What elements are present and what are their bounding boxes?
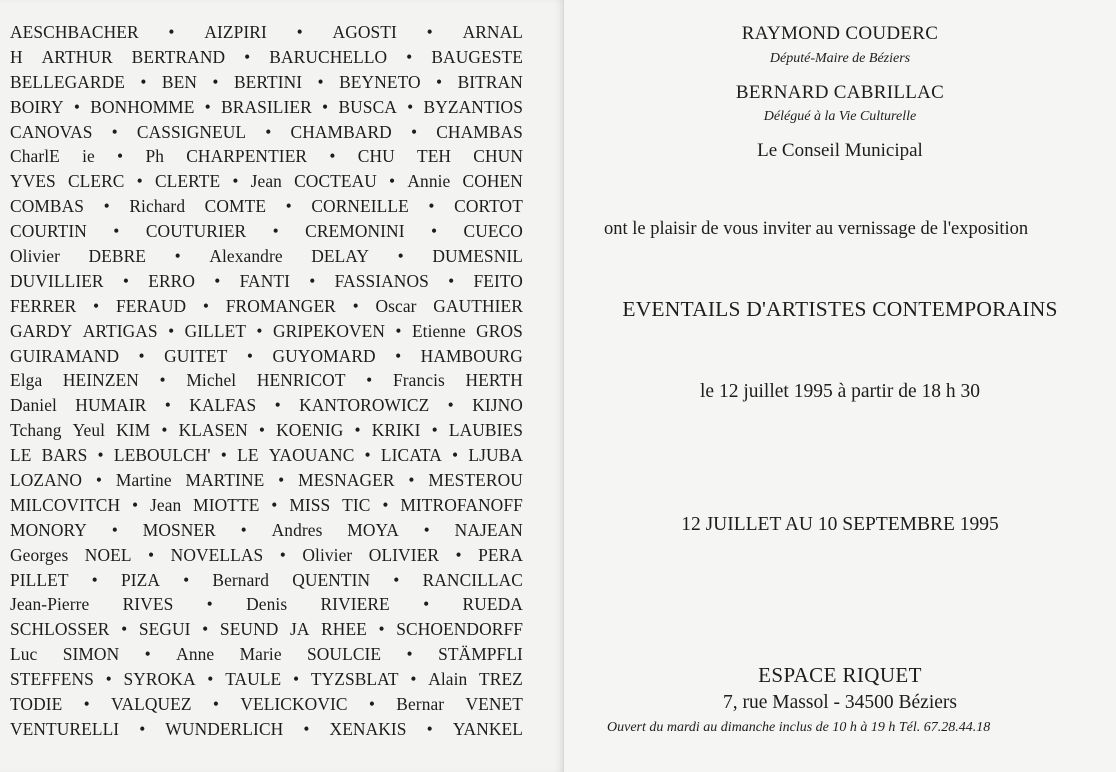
artist-line: COMBAS • Richard COMTE • CORNEILLE • CORTOT	[10, 196, 523, 217]
council-name: Le Conseil Municipal	[757, 140, 923, 161]
mayor-role: Député-Maire de Béziers	[769, 51, 911, 66]
artist-line: H ARTHUR BERTRAND • BARUCHELLO • BAUGESTE	[10, 46, 523, 67]
artist-line: MILCOVITCH • Jean MIOTTE • MISS TIC • MITROFANOFF	[10, 494, 523, 515]
artist-line: LOZANO • Martine MARTINE • MESNAGER • MESTEROU	[10, 470, 523, 491]
artist-line: PILLET • PIZA • Bernard QUENTIN • RANCILLAC	[10, 569, 523, 590]
venue-address: 7, rue Massol - 34500 Béziers	[723, 692, 957, 713]
artist-line: FERRER • FERAUD • FROMANGER • Oscar GAUTHIER	[10, 295, 523, 316]
opening-hours: Ouvert du mardi au dimanche inclus de 10 h à 19 h Tél. 67.28.44.18	[607, 720, 991, 735]
artist-line: BOIRY • BONHOMME • BRASILIER • BUSCA • BYZANTIOS	[10, 96, 523, 117]
artist-line: Elga HEINZEN • Michel HENRICOT • Francis HERTH	[10, 370, 523, 391]
artist-line: Olivier DEBRE • Alexandre DELAY • DUMESNIL	[10, 246, 523, 267]
artist-line: Tchang Yeul KIM • KLASEN • KOENIG • KRIKI • LAUBIES	[10, 420, 523, 441]
artist-line: BELLEGARDE • BEN • BERTINI • BEYNETO • BITRAN	[10, 71, 523, 92]
artist-line: YVES CLERC • CLERTE • Jean COCTEAU • Annie COHEN	[10, 171, 523, 192]
artist-line: Jean-Pierre RIVES • Denis RIVIERE • RUEDA	[10, 594, 523, 615]
artist-line: AESCHBACHER • AIZPIRI • AGOSTI • ARNAL	[10, 22, 523, 42]
artist-line: STEFFENS • SYROKA • TAULE • TYZSBLAT • Alain TREZ	[10, 669, 523, 690]
artist-line: Luc SIMON • Anne Marie SOULCIE • STÄMPFLI	[10, 644, 523, 665]
opening-date: le 12 juillet 1995 à partir de 18 h 30	[700, 381, 980, 402]
artist-line: COURTIN • COUTURIER • CREMONINI • CUECO	[10, 221, 523, 242]
exhibition-title: EVENTAILS D'ARTISTES CONTEMPORAINS	[622, 297, 1058, 321]
exhibition-dates: 12 JUILLET AU 10 SEPTEMBRE 1995	[681, 514, 999, 535]
artist-line: CANOVAS • CASSIGNEUL • CHAMBARD • CHAMBAS	[10, 121, 523, 142]
artist-line: GARDY ARTIGAS • GILLET • GRIPEKOVEN • Etienne GROS	[10, 320, 523, 341]
artist-line: SCHLOSSER • SEGUI • SEUND JA RHEE • SCHOENDORFF	[10, 619, 523, 640]
artist-line: Daniel HUMAIR • KALFAS • KANTOROWICZ • KIJNO	[10, 395, 523, 416]
artist-line: VENTURELLI • WUNDERLICH • XENAKIS • YANKEL	[10, 718, 523, 739]
artist-line: MONORY • MOSNER • Andres MOYA • NAJEAN	[10, 519, 523, 540]
mayor-name: RAYMOND COUDERC	[741, 23, 939, 44]
venue-name: ESPACE RIQUET	[758, 663, 922, 687]
artist-line: LE BARS • LEBOULCH' • LE YAOUANC • LICATA • LJUBA	[10, 445, 523, 466]
artist-line: GUIRAMAND • GUITET • GUYOMARD • HAMBOURG	[10, 345, 523, 366]
artist-line: TODIE • VALQUEZ • VELICKOVIC • Bernar VENET	[10, 694, 523, 715]
delegate-role: Délégué à la Vie Culturelle	[763, 109, 917, 124]
delegate-name: BERNARD CABRILLAC	[735, 82, 945, 103]
artist-list	[10, 20, 523, 742]
invitation-page	[564, 0, 1116, 772]
artist-line: DUVILLIER • ERRO • FANTI • FASSIANOS • FEITO	[10, 270, 523, 291]
artist-line: CharlE ie • Ph CHARPENTIER • CHU TEH CHUN	[10, 146, 523, 167]
artist-line: Georges NOEL • NOVELLAS • Olivier OLIVIER • PERA	[10, 544, 523, 565]
invitation-text: ont le plaisir de vous inviter au vernissage de l'exposition	[604, 219, 1029, 239]
